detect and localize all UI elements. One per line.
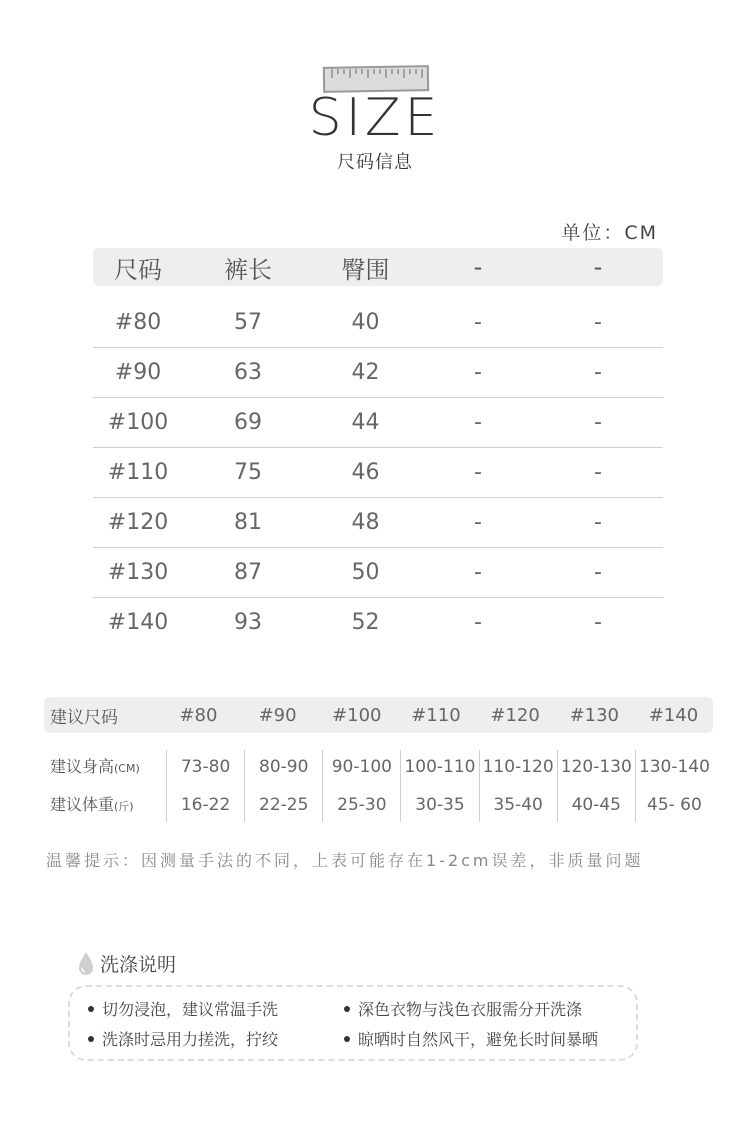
recommend-size: #110 [411, 704, 461, 726]
weight-value: 45- 60 [647, 795, 702, 815]
table-cell: - [594, 560, 602, 585]
recommend-column [557, 750, 635, 822]
table-cell: - [594, 510, 602, 535]
recommend-table [44, 750, 713, 822]
recommend-column [166, 750, 244, 822]
table-cell: #100 [107, 410, 169, 435]
table-cell: - [474, 610, 482, 635]
recommend-column [322, 750, 400, 822]
weight-label: 建议体重(斤) [50, 795, 134, 814]
table-row [93, 448, 663, 498]
unit-label: 单位：CM [561, 222, 658, 244]
table-cell: - [594, 460, 602, 485]
height-value: 100-110 [404, 757, 476, 777]
page-subtitle: 尺码信息 [337, 152, 413, 173]
height-value: 120-130 [560, 757, 632, 777]
recommend-column [400, 750, 478, 822]
column-header: 裤长 [224, 255, 272, 284]
weight-value: 30-35 [415, 795, 465, 815]
table-cell: - [594, 360, 602, 385]
table-cell: 63 [234, 360, 262, 385]
height-value: 73-80 [180, 757, 231, 777]
table-cell: - [474, 310, 482, 335]
recommend-size: #100 [332, 704, 382, 726]
table-cell: #110 [107, 460, 169, 485]
recommend-size: #120 [490, 704, 540, 726]
column-header: 尺码 [114, 255, 162, 284]
recommend-size: #140 [648, 704, 699, 726]
weight-value: 40-45 [571, 795, 621, 815]
weight-value: 16-22 [180, 795, 231, 815]
recommend-column [244, 750, 322, 822]
table-cell: 46 [351, 460, 380, 485]
list-item: 切勿浸泡，建议常温手洗 [88, 997, 278, 1020]
size-table-header [93, 248, 663, 286]
height-value: 130-140 [638, 757, 710, 777]
table-cell: 81 [234, 510, 262, 535]
table-cell: 93 [234, 610, 262, 635]
table-cell: #80 [114, 310, 162, 335]
weight-value: 22-25 [259, 795, 309, 815]
table-cell: - [594, 610, 602, 635]
height-value: 110-120 [482, 757, 554, 777]
table-cell: 48 [351, 510, 380, 535]
table-cell: - [594, 310, 602, 335]
table-row [93, 598, 663, 647]
table-cell: 50 [351, 560, 380, 585]
table-row [93, 548, 663, 598]
table-cell: - [474, 560, 482, 585]
water-drop-icon [76, 951, 96, 977]
recommend-size-label: 建议尺码 [50, 707, 118, 728]
bullet-icon [88, 1036, 94, 1042]
list-item: 洗涤时忌用力搓洗，拧绞 [88, 1027, 278, 1050]
recommend-column [635, 750, 713, 822]
table-cell: - [474, 460, 482, 485]
table-cell: - [474, 360, 482, 385]
recommend-size: #130 [569, 704, 620, 726]
bullet-icon [88, 1006, 94, 1012]
recommend-size: #80 [179, 704, 218, 726]
washing-box [68, 985, 638, 1061]
table-cell: 42 [351, 360, 380, 385]
table-cell: - [474, 510, 482, 535]
washing-title [76, 950, 176, 977]
height-value: 90-100 [331, 757, 392, 777]
column-header: 臀围 [341, 255, 390, 284]
recommend-header [44, 697, 713, 733]
page-title: SIZE [308, 88, 442, 148]
table-cell: - [594, 410, 602, 435]
list-item: 晾晒时自然风干，避免长时间暴晒 [344, 1027, 598, 1050]
recommend-size: #90 [258, 704, 297, 726]
table-cell: #90 [114, 360, 162, 385]
height-label: 建议身高(CM) [50, 757, 140, 776]
table-row [93, 348, 663, 398]
bullet-icon [344, 1036, 350, 1042]
table-row [93, 298, 663, 348]
recommend-column [479, 750, 557, 822]
table-cell: 57 [234, 310, 262, 335]
list-item: 深色衣物与浅色衣服需分开洗涤 [344, 997, 582, 1020]
table-cell: #120 [107, 510, 169, 535]
table-cell: 52 [351, 610, 380, 635]
size-table [93, 248, 663, 647]
table-cell: 75 [234, 460, 262, 485]
washing-title-text: 洗涤说明 [100, 954, 177, 976]
table-cell: 87 [234, 560, 262, 585]
table-row [93, 398, 663, 448]
table-cell: - [474, 410, 482, 435]
table-cell: 40 [351, 310, 380, 335]
column-header: - [593, 253, 603, 281]
weight-value: 25-30 [337, 795, 387, 815]
height-value: 80-90 [259, 757, 309, 777]
table-cell: #140 [107, 610, 169, 635]
table-cell: #130 [107, 560, 169, 585]
bullet-icon [344, 1006, 350, 1012]
column-header: - [473, 253, 483, 281]
tip-text: 温馨提示：因测量手法的不同，上表可能存在1-2cm误差，非质量问题 [46, 851, 644, 870]
table-cell: 69 [234, 410, 262, 435]
table-cell: 44 [351, 410, 380, 435]
weight-value: 35-40 [493, 795, 543, 815]
table-row [93, 498, 663, 548]
